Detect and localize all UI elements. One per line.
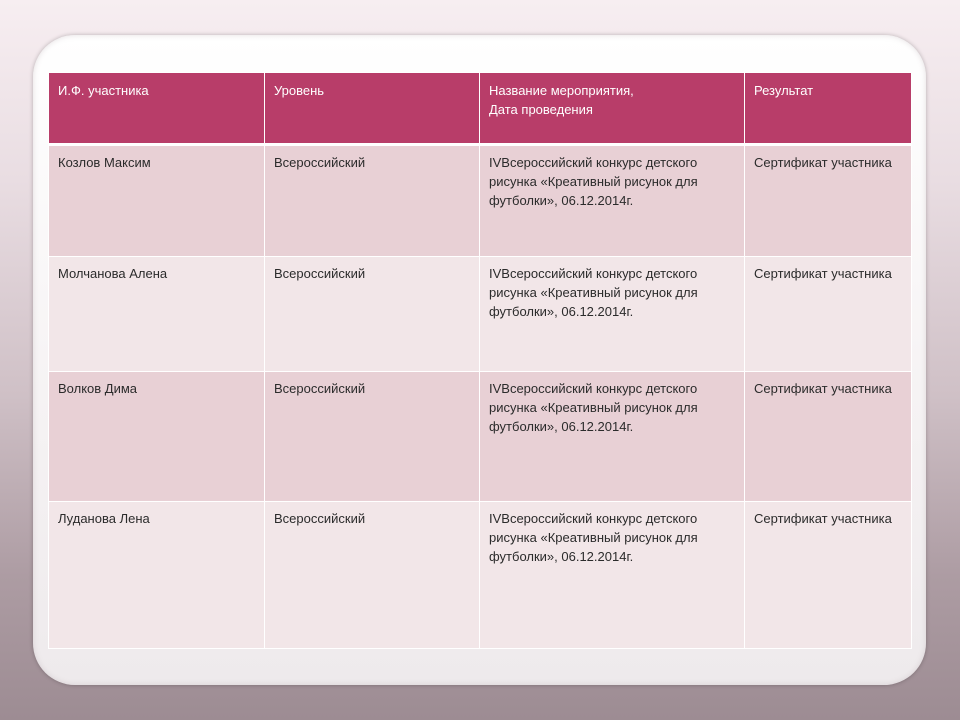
table-header	[49, 73, 912, 145]
cell-level: Всероссийский	[265, 502, 480, 649]
table-row	[49, 372, 912, 502]
cell-participant: Молчанова Алена	[49, 257, 265, 372]
cell-result: Сертификат участника	[745, 145, 912, 257]
cell-participant: Волков Дима	[49, 372, 265, 502]
cell-result: Сертификат участника	[745, 257, 912, 372]
header-result: Результат	[745, 73, 912, 145]
cell-event: IVВсероссийский конкурс детского рисунка «Креативный рисунок для футболки», 06.12.2014г.	[480, 145, 745, 257]
header-level: Уровень	[265, 73, 480, 145]
results-table	[48, 72, 912, 649]
table-row	[49, 502, 912, 649]
header-event: Название мероприятия, Дата проведения	[480, 73, 745, 145]
header-row	[49, 73, 912, 145]
cell-level: Всероссийский	[265, 372, 480, 502]
results-table-container	[48, 72, 911, 648]
cell-participant: Козлов Максим	[49, 145, 265, 257]
cell-level: Всероссийский	[265, 257, 480, 372]
cell-level: Всероссийский	[265, 145, 480, 257]
cell-result: Сертификат участника	[745, 502, 912, 649]
table-row	[49, 145, 912, 257]
table-row	[49, 257, 912, 372]
cell-event: IVВсероссийский конкурс детского рисунка «Креативный рисунок для футболки», 06.12.2014г.	[480, 502, 745, 649]
table-body	[49, 145, 912, 649]
cell-participant: Луданова Лена	[49, 502, 265, 649]
cell-result: Сертификат участника	[745, 372, 912, 502]
cell-event: IVВсероссийский конкурс детского рисунка «Креативный рисунок для футболки», 06.12.2014г.	[480, 257, 745, 372]
cell-event: IVВсероссийский конкурс детского рисунка «Креативный рисунок для футболки», 06.12.2014г.	[480, 372, 745, 502]
header-participant: И.Ф. участника	[49, 73, 265, 145]
